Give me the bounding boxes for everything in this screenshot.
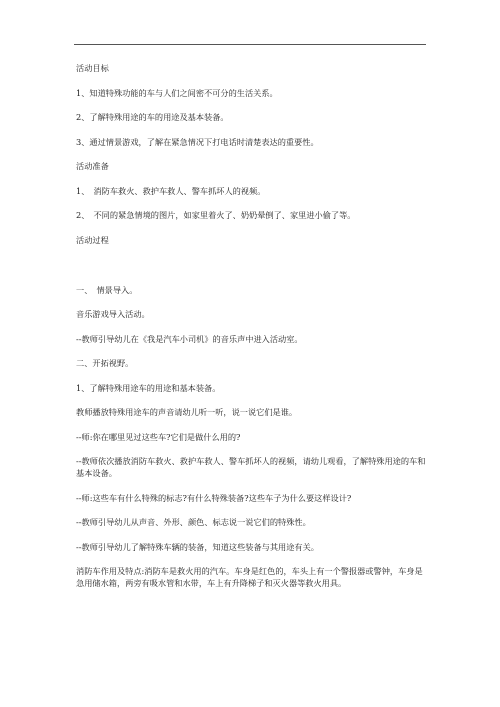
process-step-1-heading: 一、 情景导入。 [76, 284, 138, 295]
header-rule [74, 44, 426, 45]
process-paragraph: --师:你在哪里见过这些车?它们是做什么用的? [76, 431, 241, 442]
process-step-2-heading: 二、开拓视野。 [76, 358, 134, 368]
section-heading-goals: 活动目标 [76, 63, 109, 73]
process-paragraph: 消防车作用及特点:消防车是救火用的汽车。车身是红色的，车头上有一个警报器或警钟，车身是急用储水箱，两旁有吸水管和水带，车上有升降梯子和灭火器等救火用具。 [76, 566, 423, 588]
process-paragraph: --师:这些车有什么特殊的标志?有什么特殊装备?这些车子为什么要这样设计? [76, 492, 352, 503]
process-paragraph: 教师播放特殊用途车的声音请幼儿听一听，说一说它们是谁。 [76, 407, 298, 417]
document-body [76, 62, 428, 589]
process-paragraph: --教师引导幼儿从声音、外形、颜色、标志说一说它们的特殊性。 [76, 517, 311, 527]
goal-item-2: 2、了解特殊用途的车的用途及基本装备。 [76, 112, 229, 122]
section-heading-process: 活动过程 [76, 234, 109, 245]
process-paragraph: --教师引导幼儿在《我是汽车小司机》的音乐声中进入活动室。 [76, 333, 303, 344]
process-paragraph: --教师引导幼儿了解特殊车辆的装备，知道这些装备与其用途有关。 [76, 541, 319, 552]
process-paragraph: 音乐游戏导入活动。 [76, 309, 150, 319]
process-paragraph: --教师依次播放消防车救火、救护车救人、警车抓坏人的视频，请幼儿观看，了解特殊用途的车和基本设备。 [76, 456, 426, 478]
goal-item-3: 3、通过情景游戏，了解在紧急情况下打电话时清楚表达的重要性。 [76, 136, 319, 147]
section-heading-preparation: 活动准备 [76, 161, 109, 171]
preparation-item-1: 1、 消防车救火、救护车救人、警车抓坏人的视频。 [76, 185, 266, 196]
goal-item-1: 1、知道特殊功能的车与人们之间密不可分的生活关系。 [76, 87, 278, 98]
preparation-item-2: 2、 不同的紧急情境的图片，如家里着火了、奶奶晕倒了、家里进小偷了等。 [76, 210, 356, 220]
process-paragraph: 1、了解特殊用途车的用途和基本装备。 [76, 382, 221, 393]
